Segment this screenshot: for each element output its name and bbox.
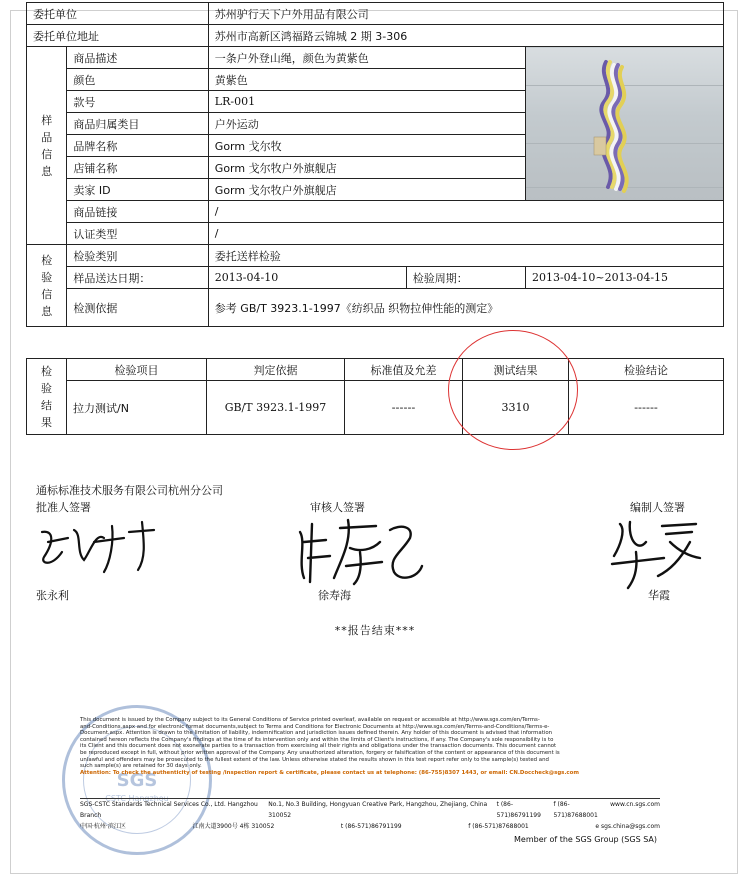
fax: f (86-571)87688001 — [468, 823, 529, 830]
phone: t (86-571)86791199 — [496, 801, 541, 819]
sample-row-label: 店铺名称 — [67, 157, 208, 179]
sample-row-label: 认证类型 — [67, 223, 208, 245]
sample-row-value: Gorm 戈尔牧户外旗舰店 — [208, 157, 525, 179]
inspection-period-value: 2013-04-10~2013-04-15 — [525, 267, 723, 289]
sample-row-label: 颜色 — [67, 69, 208, 91]
results-header-conclusion: 检验结论 — [569, 359, 724, 381]
fine-print-line: such sample(s) are retained for 30 days only. — [80, 763, 202, 770]
attention-line: Attention: To check the authenticity of testing /inspection report & certificate, please contact us at telephone: (86-755)8307 1443, or email: CN.Doccheck@sgs.com — [80, 769, 579, 776]
fine-print-line: be reproduced except in full, without prior written approval of the Company. Any unauthorized alteration, forgery or falsification of the content or appearance of this document is — [80, 749, 560, 756]
compiler-signature — [600, 512, 710, 592]
sample-row-value: 一条户外登山绳，颜色为黄紫色 — [208, 47, 525, 69]
result-conclusion: ------ — [569, 381, 724, 435]
footer-contact — [80, 799, 660, 832]
test-basis-label: 检测依据 — [67, 289, 208, 327]
phone: t (86-571)86791199 — [340, 823, 402, 830]
sample-photo — [525, 47, 723, 201]
reviewer-name: 徐寿海 — [318, 589, 351, 602]
sample-date-value: 2013-04-10 — [208, 267, 406, 289]
results-table — [26, 358, 724, 435]
approver-name: 张永利 — [36, 589, 69, 602]
client-address-label: 委托单位地址 — [27, 25, 209, 47]
sample-row-label: 卖家 ID — [67, 179, 208, 201]
fine-print-line: and-Conditions.aspx and for electronic format documents,subject to Terms and Conditions for Electronic Documents at http://www.sgs.com/en/Terms-and-Conditions/Terms-e- — [80, 723, 550, 730]
sample-row-label: 款号 — [67, 91, 208, 113]
test-basis-value: 参考 GB/T 3923.1-1997《纺织品 织物拉伸性能的测定》 — [208, 289, 723, 327]
sample-row-label: 品牌名称 — [67, 135, 208, 157]
stamp-text: SGS — [116, 770, 158, 791]
address-en: No.1, No.3 Building, Hongyuan Creative Park, Hangzhou, Zhejiang, China 310052 — [268, 801, 488, 819]
email: e sgs.china@sgs.com — [595, 823, 660, 830]
fine-print-line: unlawful and offenders may be prosecuted to the fullest extent of the law. Unless otherwise stated the results shown in this test report refer only to the sample(s) tested and — [80, 756, 549, 763]
website: www.cn.sgs.com — [610, 801, 660, 808]
approver-label: 批准人签署 — [36, 501, 91, 514]
results-header-item: 检验项目 — [67, 359, 207, 381]
client-address-value: 苏州市高新区鸿福路云锦城 2 期 3-306 — [208, 25, 723, 47]
sample-row-value: 户外运动 — [208, 113, 525, 135]
results-header-basis: 判定依据 — [207, 359, 345, 381]
fine-print-line: Document.aspx. Attention is drawn to the limitation of liability, indemnification and jurisdiction issues defined therein. Any holder of this document is advised that information — [80, 730, 553, 737]
reviewer-label: 审核人签署 — [310, 501, 365, 514]
results-header-result: 测试结果 — [463, 359, 569, 381]
sample-row-label: 商品归属类目 — [67, 113, 208, 135]
sample-info-section-label: 样品信息 — [27, 47, 67, 245]
fine-print-line: This document is issued by the Company subject to its General Conditions of Service printed overleaf, available on request or accessible at http://www.sgs.com/en/Terms- — [80, 717, 540, 723]
fine-print-line: contained hereon reflects the Company's findings at the time of its intervention only and within the limits of Client's instructions, if any. The Company's sole responsibility is to — [80, 736, 554, 743]
company-en: SGS-CSTC Standards Technical Services Co., Ltd. Hangzhou Branch — [80, 801, 258, 819]
report-end-mark: **报告结束*** — [334, 624, 416, 637]
report-table — [26, 2, 724, 327]
fine-print-line: its Client and this document does not exonerate parties to a transaction from exercising all their rights and obligations under the transaction documents. This document cannot — [80, 743, 557, 750]
rope-coil-image — [576, 57, 666, 197]
result-standard: ------ — [345, 381, 463, 435]
reviewer-signature — [290, 512, 430, 592]
client-value: 苏州驴行天下户外用品有限公司 — [208, 3, 723, 25]
sgs-member-text: Member of the SGS Group (SGS SA) — [514, 835, 658, 844]
sample-date-label: 样品送达日期： — [67, 267, 208, 289]
client-label: 委托单位 — [27, 3, 209, 25]
fax: f (86-571)87688001 — [553, 801, 598, 819]
sample-row-value: Gorm 戈尔牧 — [208, 135, 525, 157]
sample-row-value: 黄紫色 — [208, 69, 525, 91]
sample-row-label: 商品链接 — [67, 201, 208, 223]
footer-fine-print — [80, 717, 660, 776]
address-cn: 江南大道3900号 4栋 310052 — [192, 823, 275, 830]
compiler-label: 编制人签署 — [630, 501, 685, 514]
sample-row-value: LR-001 — [208, 91, 525, 113]
sample-row-label: 商品描述 — [67, 47, 208, 69]
result-item: 拉力测试/N — [67, 381, 207, 435]
highlight-circle — [448, 330, 578, 450]
approver-signature — [34, 512, 164, 582]
results-section-label: 检验结果 — [27, 359, 67, 435]
inspection-info-section-label: 检验信息 — [27, 245, 67, 327]
result-value: 3310 — [463, 381, 569, 435]
inspection-type-value: 委托送样检验 — [208, 245, 723, 267]
lab-company-name: 通标标准技术服务有限公司杭州分公司 — [36, 484, 223, 497]
results-header-standard: 标准值及允差 — [345, 359, 463, 381]
compiler-name: 华霞 — [648, 589, 670, 602]
sample-row-value: Gorm 戈尔牧户外旗舰店 — [208, 179, 525, 201]
result-basis: GB/T 3923.1-1997 — [207, 381, 345, 435]
company-cn: 中国·杭州·滨江区 — [80, 823, 126, 830]
inspection-period-label: 检验周期： — [406, 267, 525, 289]
sample-row-value: / — [208, 223, 723, 245]
inspection-type-label: 检验类别 — [67, 245, 208, 267]
sample-row-value: / — [208, 201, 723, 223]
